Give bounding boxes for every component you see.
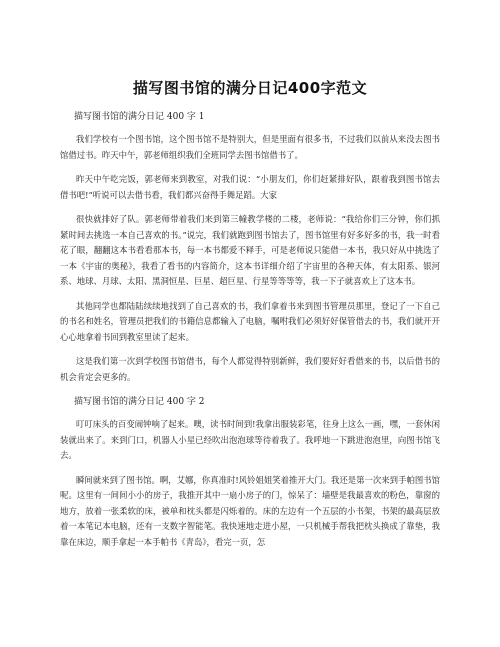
document-title: 描写图书馆的满分日记400字范文 xyxy=(132,79,368,97)
section-heading: 描写图书馆的满分日记 400 字 1 xyxy=(74,112,205,122)
section-1 xyxy=(60,109,440,385)
paragraph: 很快就排好了队。郭老师带着我们来到第三幢教学楼的二楼，老师说：“我给你们三分钟，你们抓紧时间去挑选一本自己喜欢的书。”说完，我们就跑到图书馆去了，图书馆里有好多好多的书，我一时看花了眼，翻翻这本书看看那本书，每一本书都爱不释手，可是老师说只能借一本书，我只好从中挑选了一本《宇宙的奥秘》，我看了看书的内容简介，这本书详细介绍了宇宙里的各种天体，有太阳系、银河系、地球、月球、太阳、黑洞恒星、巨星、超巨星、行星等等等等，我一下子就喜欢上了这本书。 xyxy=(60,214,440,286)
paragraph: 叮叮床头的百变闹钟响了起来。噢，读书时间到!我拿出服装彩笔，往身上这么一画，嘿，一套休闲装就出来了。来到门口，机器人小星已经吹出泡泡球等待着我了。我呼地一下跳进泡泡里，向图书馆飞去。 xyxy=(60,419,440,460)
section-heading: 描写图书馆的满分日记 400 字 2 xyxy=(74,397,205,407)
paragraph: 昨天中午吃完饭，郭老师来到教室，对我们说：“小朋友们，你们赶紧排好队，跟着我到图书馆去借书吧!”听说可以去借书看，我们都兴奋得手舞足蹈。大家 xyxy=(60,174,440,200)
paragraph: 这是我们第一次到学校图书馆借书，每个人都觉得特别新鲜，我们要好好看借来的书，以后借书的机会肯定会更多的。 xyxy=(60,356,440,382)
paragraph: 我们学校有一个图书馆，这个图书馆不是特别大，但是里面有很多书，不过我们以前从来没去图书馆借过书。昨天中午，郭老师组织我们全班同学去图书馆借书了。 xyxy=(60,134,440,160)
paragraph: 其他同学也都陆陆续续地找到了自己喜欢的书，我们拿着书来到图书管理员那里，登记了一下自己的书名和姓名，管理员把我们的书籍信息都输入了电脑，嘱咐我们必须好好保管借去的书，我们就开开心心地拿着书回到教室里读了起来。 xyxy=(60,300,440,342)
section-2 xyxy=(60,394,440,550)
paragraph: 瞬间就来到了图书馆。啊，艾娜，你真准时!风铃姐姐笑着推开大门。我还是第一次来到手帕图书馆呢。这里有一间间小小的房子，我推开其中一扇小房子的门，惊呆了：墙壁是我最喜欢的粉色，靠窗的地方，放着一张柔软的床，被单和枕头都是闪烁着的。床的左边有一个五层的小书架，书架的最高层放着一本笔记本电脑，还有一支数字智能笔。我快速地走进小屋，一只机械手帮我把枕头换成了靠垫，我靠在床边，顺手拿起一本手帕书《青岛》，看完一页，怎 xyxy=(60,474,440,547)
